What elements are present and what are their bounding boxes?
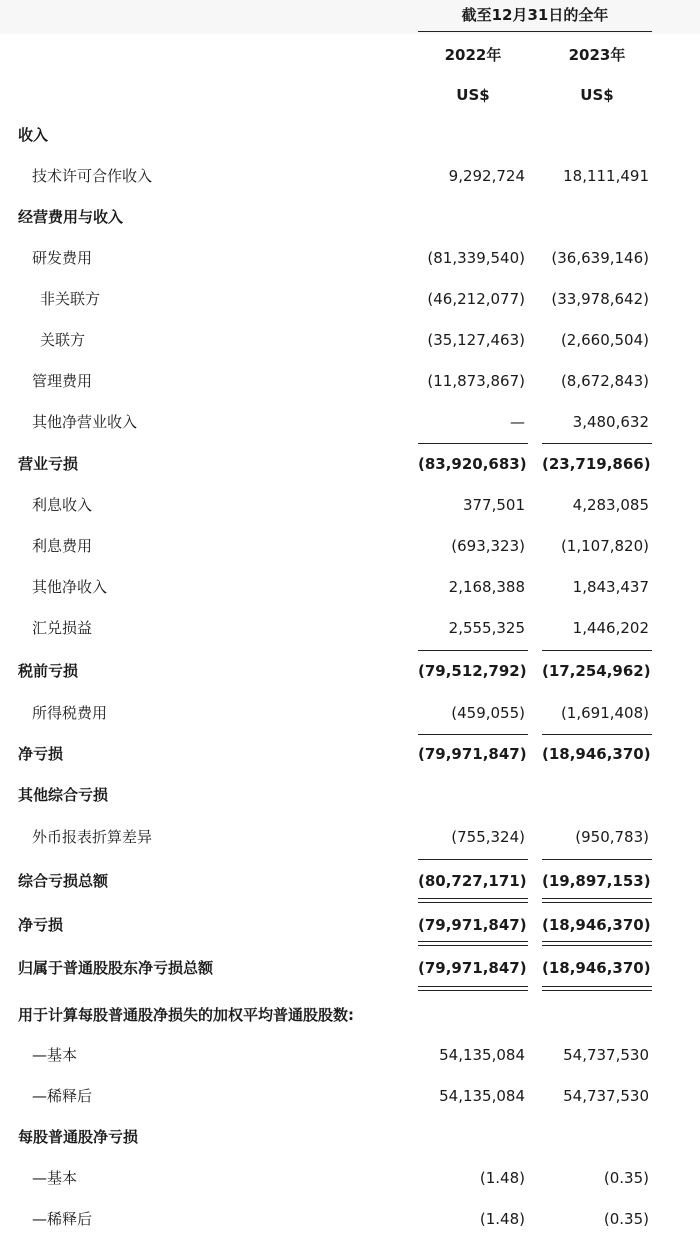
total-double-rule <box>418 941 528 946</box>
value-2023: 54,737,530 <box>563 1046 649 1064</box>
table-row <box>0 410 700 434</box>
table-row <box>0 369 700 393</box>
table-row <box>0 534 700 558</box>
value-2022: (79,971,847) <box>418 959 527 977</box>
row-label: 净亏损 <box>18 916 64 934</box>
value-2022: (46,212,077) <box>427 290 525 308</box>
row-label: 其他综合亏损 <box>18 786 109 804</box>
table-row <box>0 1043 700 1067</box>
row-label: 其他净收入 <box>32 578 108 596</box>
value-2022: (83,920,683) <box>418 455 527 473</box>
period-underline <box>418 31 652 32</box>
subtotal-rule <box>418 650 528 651</box>
value-2022: (80,727,171) <box>418 872 527 890</box>
table-row <box>0 246 700 270</box>
total-double-rule <box>418 898 528 903</box>
value-2022: (81,339,540) <box>427 249 525 267</box>
row-label: 用于计算每股普通股净损失的加权平均普通股股数: <box>18 1006 355 1024</box>
value-2023: (1,691,408) <box>560 704 649 722</box>
period-heading: 截至12月31日的全年 <box>461 6 609 24</box>
value-2023: (950,783) <box>575 828 649 846</box>
section-weighted-shares <box>0 1003 700 1027</box>
value-2023: (36,639,146) <box>551 249 649 267</box>
table-row <box>0 956 700 980</box>
value-2022: (79,971,847) <box>418 745 527 763</box>
value-2022: 54,135,084 <box>439 1046 525 1064</box>
row-label: 汇兑损益 <box>32 619 93 637</box>
value-2023: 3,480,632 <box>572 413 649 431</box>
total-double-rule <box>542 898 652 903</box>
row-label: 利息费用 <box>32 537 93 555</box>
total-double-rule <box>542 986 652 991</box>
value-2022: (693,323) <box>451 537 525 555</box>
row-label: 营业亏损 <box>18 455 79 473</box>
row-label: 利息收入 <box>32 496 93 514</box>
value-2022: (79,971,847) <box>418 916 527 934</box>
column-currency-2022: US$ <box>456 86 490 104</box>
value-2023: 54,737,530 <box>563 1087 649 1105</box>
row-label: 税前亏损 <box>18 662 79 680</box>
value-2022: (1.48) <box>479 1169 525 1187</box>
table-row <box>0 493 700 517</box>
table-row <box>0 328 700 352</box>
row-label: 每股普通股净亏损 <box>18 1128 139 1146</box>
subtotal-rule <box>418 859 528 860</box>
value-2022: (1.48) <box>479 1210 525 1228</box>
row-label: 经营费用与收入 <box>18 208 124 226</box>
value-2022: 377,501 <box>462 496 525 514</box>
table-row <box>0 287 700 311</box>
value-2022: 2,555,325 <box>448 619 525 637</box>
row-label: —基本 <box>32 1046 78 1064</box>
row-label: 研发费用 <box>32 249 93 267</box>
row-label: —基本 <box>32 1169 78 1187</box>
value-2023: (17,254,962) <box>542 662 651 680</box>
row-label: 外币报表折算差异 <box>32 828 153 846</box>
table-row <box>0 575 700 599</box>
column-year-2023: 2023年 <box>568 46 626 64</box>
value-2023: 1,843,437 <box>572 578 649 596</box>
table-row <box>0 825 700 849</box>
table-row <box>0 701 700 725</box>
row-label: 技术许可合作收入 <box>32 167 153 185</box>
value-2022: — <box>510 413 525 431</box>
value-2022: (755,324) <box>451 828 525 846</box>
subtotal-rule <box>542 443 652 444</box>
row-label: —稀释后 <box>32 1087 93 1105</box>
value-2023: 4,283,085 <box>572 496 649 514</box>
table-row <box>0 913 700 937</box>
value-2023: (2,660,504) <box>560 331 649 349</box>
table-row <box>0 869 700 893</box>
value-2023: (1,107,820) <box>560 537 649 555</box>
value-2023: (18,946,370) <box>542 916 651 934</box>
section-operating <box>0 205 700 229</box>
subtotal-rule <box>418 734 528 735</box>
value-2022: (79,512,792) <box>418 662 527 680</box>
section-oci <box>0 783 700 807</box>
table-row <box>0 742 700 766</box>
value-2022: 54,135,084 <box>439 1087 525 1105</box>
value-2023: (33,978,642) <box>551 290 649 308</box>
value-2022: (11,873,867) <box>427 372 525 390</box>
row-label: 综合亏损总额 <box>18 872 109 890</box>
value-2023: (8,672,843) <box>560 372 649 390</box>
row-label: —稀释后 <box>32 1210 93 1228</box>
value-2023: 1,446,202 <box>572 619 649 637</box>
table-row <box>0 1207 700 1231</box>
row-label: 其他净营业收入 <box>32 413 138 431</box>
value-2023: 18,111,491 <box>563 167 649 185</box>
row-label: 所得税费用 <box>32 704 108 722</box>
row-label: 管理费用 <box>32 372 93 390</box>
subtotal-rule <box>542 734 652 735</box>
row-label: 收入 <box>18 126 49 144</box>
row-label: 非关联方 <box>40 290 101 308</box>
value-2023: (0.35) <box>603 1210 649 1228</box>
section-eps <box>0 1125 700 1149</box>
value-2023: (23,719,866) <box>542 455 651 473</box>
total-double-rule <box>418 986 528 991</box>
total-double-rule <box>542 941 652 946</box>
value-2023: (0.35) <box>603 1169 649 1187</box>
value-2023: (19,897,153) <box>542 872 651 890</box>
value-2022: 9,292,724 <box>448 167 525 185</box>
table-row <box>0 1166 700 1190</box>
section-revenue <box>0 123 700 147</box>
subtotal-rule <box>542 650 652 651</box>
table-row <box>0 1084 700 1108</box>
row-label: 净亏损 <box>18 745 64 763</box>
value-2022: (35,127,463) <box>427 331 525 349</box>
subtotal-rule <box>418 443 528 444</box>
table-row <box>0 659 700 683</box>
value-2023: (18,946,370) <box>542 745 651 763</box>
subtotal-rule <box>542 859 652 860</box>
column-currency-2023: US$ <box>580 86 614 104</box>
row-label: 关联方 <box>40 331 86 349</box>
table-row <box>0 616 700 640</box>
row-label: 归属于普通股股东净亏损总额 <box>18 959 214 977</box>
table-row <box>0 164 700 188</box>
column-year-2022: 2022年 <box>444 46 502 64</box>
value-2022: (459,055) <box>451 704 525 722</box>
table-row <box>0 452 700 476</box>
value-2022: 2,168,388 <box>448 578 525 596</box>
value-2023: (18,946,370) <box>542 959 651 977</box>
